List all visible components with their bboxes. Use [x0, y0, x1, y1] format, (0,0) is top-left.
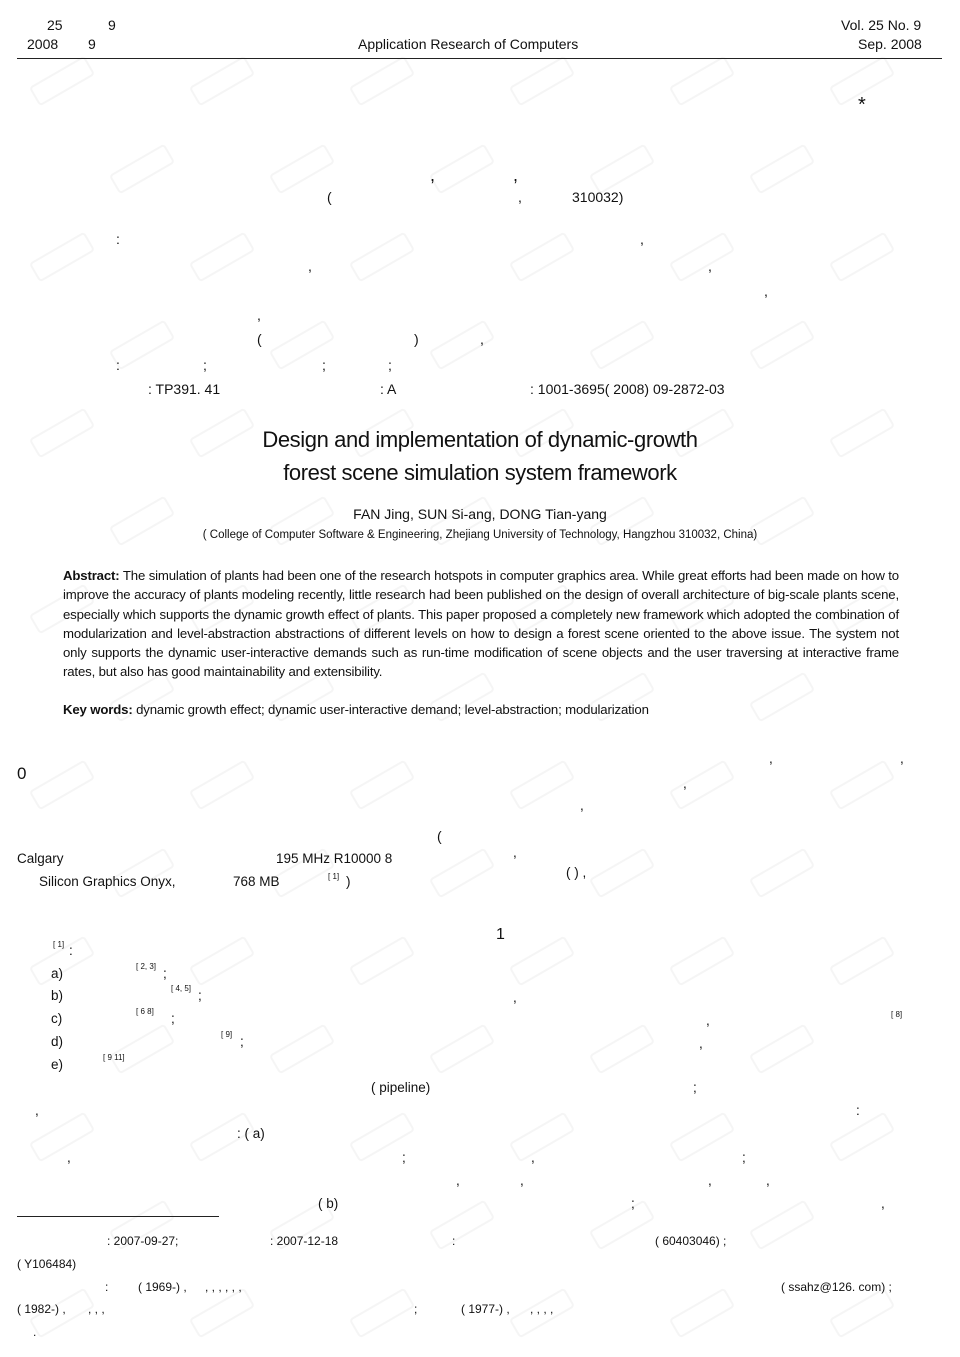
cn-abstract-punct-c: , — [708, 258, 712, 274]
right-punct-3: , — [683, 776, 687, 791]
watermark-mark — [29, 759, 95, 810]
watermark-mark — [429, 847, 495, 898]
right-punct-6: , — [513, 990, 517, 1005]
clc-number: : TP391. 41 — [148, 381, 221, 397]
title-footnote-star: * — [858, 94, 866, 116]
cn-affil-open: ( — [327, 189, 332, 205]
list-item-citation: [ 9] — [221, 1030, 233, 1039]
watermark-mark — [829, 935, 895, 986]
watermark-mark — [29, 55, 95, 106]
english-keywords — [63, 700, 899, 719]
right-punct-13: , — [766, 1173, 770, 1188]
list-item-citation: [ 4, 5] — [171, 984, 192, 993]
header-month-cn: 9 — [88, 36, 96, 52]
watermark-mark — [749, 847, 815, 898]
list-item-citation: [ 2, 3] — [136, 962, 157, 971]
watermark-mark — [829, 231, 895, 282]
watermark-mark — [269, 143, 335, 194]
cn-abstract-punct-f: , — [480, 331, 484, 347]
list-item-label: a) — [51, 966, 64, 981]
cn-abstract-punct-b: , — [308, 258, 312, 274]
citation-ref-1: [ 1] — [328, 872, 340, 881]
footnote-fund-1: ( 60403046) ; — [655, 1234, 727, 1248]
right-semi-3: ; — [631, 1196, 635, 1211]
list-item-label: d) — [51, 1034, 64, 1049]
header-volume-en: Vol. 25 No. 9 — [841, 17, 922, 33]
right-semi-2: ; — [742, 1150, 746, 1165]
right-punct-11: , — [520, 1173, 524, 1188]
watermark-mark — [829, 759, 895, 810]
footnote-end: . — [33, 1325, 37, 1339]
footnote-revised: : 2007-12-18 — [270, 1234, 339, 1248]
abstract-text: The simulation of plants had been one of the research hotspots in computer graphics area. While great efforts had been made on how to improve the accuracy of plants modeling recently, little research had been published on the design of overall architecture of big-scale plants scene, especially which supports the dynamic growth effect of plants. This paper proposed a completely new framework which adopted the combination of modularization and level-abstraction abstractions of different levels on how to design a forest scene oriented to the above issue. The system not only supports the dynamic user-interactive demands such as run-time modification of scene objects and the user traversing at interactive frame rates, but also has good maintainability and extensibility. — [63, 568, 899, 680]
abstract-label: Abstract: — [63, 568, 120, 583]
header-year-cn: 2008 — [27, 36, 59, 52]
watermark-mark — [669, 231, 735, 282]
list-item-punct: ; — [198, 988, 202, 1003]
header-issue-cn: 9 — [108, 17, 116, 33]
list-item-label: e) — [51, 1057, 64, 1072]
watermark-mark — [669, 935, 735, 986]
header-date-en: Sep. 2008 — [858, 36, 922, 52]
english-title-line-1: Design and implementation of dynamic-growth — [262, 427, 698, 452]
watermark-mark — [509, 1111, 575, 1162]
english-affiliation: ( College of Computer Software & Engineering, Zhejiang University of Technology, Hangzhou 310032, China) — [202, 529, 758, 541]
english-abstract — [63, 566, 899, 682]
list-item-label: c) — [51, 1011, 63, 1026]
section-0-heading: 0 — [17, 764, 27, 783]
keywords-text: dynamic growth effect; dynamic user-interactive demand; level-abstraction; modularization — [132, 702, 649, 717]
footnote-email: ( ssahz@126. com) ; — [781, 1280, 892, 1294]
list-item-label: b) — [51, 988, 64, 1003]
cn-author-sep-2: , — [513, 165, 519, 185]
body-paren-close: ) — [346, 874, 351, 889]
footnote-bio2-year: ( 1982-) , — [17, 1302, 66, 1316]
right-colon-1: : — [856, 1103, 860, 1118]
watermark-mark — [749, 1023, 815, 1074]
body-paren-open: ( — [437, 828, 442, 844]
watermark-mark — [429, 1199, 495, 1250]
watermark-mark — [349, 55, 415, 106]
footnote-bio1-colon: : — [105, 1280, 109, 1294]
watermark-mark — [749, 319, 815, 370]
watermark-mark — [589, 1199, 655, 1250]
watermark-mark — [509, 55, 575, 106]
watermark-mark — [509, 935, 575, 986]
cn-abstract-label-colon: : — [116, 231, 120, 247]
watermark-mark — [349, 1287, 418, 1338]
footnote-bio1-punct: , , , , , , — [205, 1280, 242, 1294]
cn-abstract-punct-d: , — [764, 283, 768, 299]
watermark-mark — [189, 759, 255, 810]
watermark-mark — [189, 231, 255, 282]
watermark-mark — [589, 1023, 655, 1074]
footnote-bio3-year: ( 1977-) , — [461, 1302, 510, 1316]
watermark-mark — [189, 1287, 255, 1338]
right-punct-4: , — [580, 798, 584, 813]
watermark-mark — [429, 143, 495, 194]
watermark-mark — [109, 143, 175, 194]
body-memory: 768 MB — [233, 874, 280, 889]
body-intro-colon: : — [69, 943, 73, 958]
citation-ref-8: [ 8] — [891, 1010, 903, 1019]
right-punct-7: , — [706, 1013, 710, 1028]
footnote-fund-2: ( Y106484) — [17, 1257, 77, 1271]
footnote-bio2-punct: , , , — [88, 1302, 105, 1316]
watermark-mark — [29, 231, 95, 282]
list-item-punct: ; — [163, 966, 167, 981]
watermark-mark — [669, 1287, 735, 1338]
watermark-mark — [189, 935, 255, 986]
cn-affil-postcode: 310032) — [572, 189, 624, 205]
right-punct-10: , — [456, 1173, 460, 1188]
watermark-mark — [109, 1023, 175, 1074]
watermark-mark — [509, 759, 575, 810]
document-code: : A — [380, 381, 397, 397]
right-punct-9: , — [531, 1150, 535, 1165]
watermark-mark — [829, 1287, 895, 1338]
body-semi-b: ; — [402, 1150, 406, 1165]
body-item-a-label: : ( a) — [237, 1126, 265, 1141]
right-punct-1: , — [769, 751, 773, 766]
watermark-mark — [29, 1111, 95, 1162]
header-volume-cn: 25 — [47, 17, 63, 33]
footnote-fund-colon: : — [452, 1234, 456, 1248]
footnote-bio1-year: ( 1969-) , — [138, 1280, 187, 1294]
watermark-mark — [109, 847, 175, 898]
footnote-rule — [17, 1216, 219, 1217]
section-1-heading: 1 — [496, 926, 505, 943]
list-item-citation: [ 6 8] — [136, 1007, 154, 1016]
cn-abstract-paren-open: ( — [257, 331, 262, 347]
cn-abstract-punct-a: , — [640, 231, 644, 247]
right-semi-1: ; — [693, 1080, 697, 1095]
cn-abstract-paren-close: ) — [414, 331, 419, 347]
watermark-mark — [509, 231, 575, 282]
keywords-label: Key words: — [63, 702, 133, 717]
watermark-mark — [429, 1023, 495, 1074]
cn-keywords-colon: : — [116, 357, 120, 373]
article-number: : 1001-3695( 2008) 09-2872-03 — [530, 381, 725, 397]
citation-ref-intro: [ 1] — [53, 940, 65, 949]
cn-affil-comma: , — [518, 189, 522, 205]
watermark-mark — [749, 1199, 815, 1250]
watermark-mark — [269, 1023, 335, 1074]
list-item-citation: [ 9 11] — [103, 1053, 125, 1062]
footnote-bio3-punct: , , , , — [530, 1302, 554, 1316]
watermark-mark — [349, 231, 415, 282]
list-item-punct: ; — [240, 1034, 244, 1049]
body-comma-a: , — [35, 1103, 39, 1118]
body-pipeline: ( pipeline) — [371, 1080, 431, 1095]
watermark-mark — [589, 847, 655, 898]
right-paren: ( ) , — [566, 865, 587, 880]
body-hardware-spec: 195 MHz R10000 8 — [276, 851, 393, 866]
english-authors: FAN Jing, SUN Si-ang, DONG Tian-yang — [353, 506, 607, 522]
right-punct-5: , — [513, 845, 517, 860]
watermark-mark — [669, 55, 735, 106]
footnote-bio3-semi: ; — [414, 1302, 418, 1316]
watermark-mark — [749, 143, 815, 194]
body-sgi-onyx: Silicon Graphics Onyx, — [39, 874, 176, 889]
watermark-mark — [589, 143, 655, 194]
body-calgary: Calgary — [17, 851, 64, 866]
cn-abstract-punct-e: , — [257, 307, 261, 323]
cn-keywords-sep-1: ; — [203, 357, 207, 373]
header-rule — [17, 58, 942, 59]
watermark-mark — [429, 319, 495, 370]
watermark-mark — [349, 935, 415, 986]
cn-keywords-sep-2: ; — [322, 357, 326, 373]
right-punct-12: , — [708, 1173, 712, 1188]
watermark-mark — [669, 759, 735, 810]
english-title-line-2: forest scene simulation system framework — [283, 460, 677, 485]
list-item-punct: ; — [171, 1011, 175, 1026]
watermark-mark — [189, 55, 255, 106]
watermark-mark — [349, 759, 415, 810]
body-comma-b: , — [67, 1150, 71, 1165]
header-journal-name: Application Research of Computers — [358, 36, 579, 52]
body-item-b-label: ( b) — [318, 1196, 339, 1211]
watermark-mark — [829, 1111, 895, 1162]
right-punct-8: , — [699, 1036, 703, 1051]
cn-keywords-sep-3: ; — [388, 357, 392, 373]
watermark-mark — [669, 1111, 735, 1162]
cn-author-sep-1: , — [430, 165, 436, 185]
right-punct-2: , — [900, 751, 904, 766]
right-punct-14: , — [881, 1196, 885, 1211]
footnote-received: : 2007-09-27; — [107, 1234, 179, 1248]
watermark-mark — [589, 319, 655, 370]
